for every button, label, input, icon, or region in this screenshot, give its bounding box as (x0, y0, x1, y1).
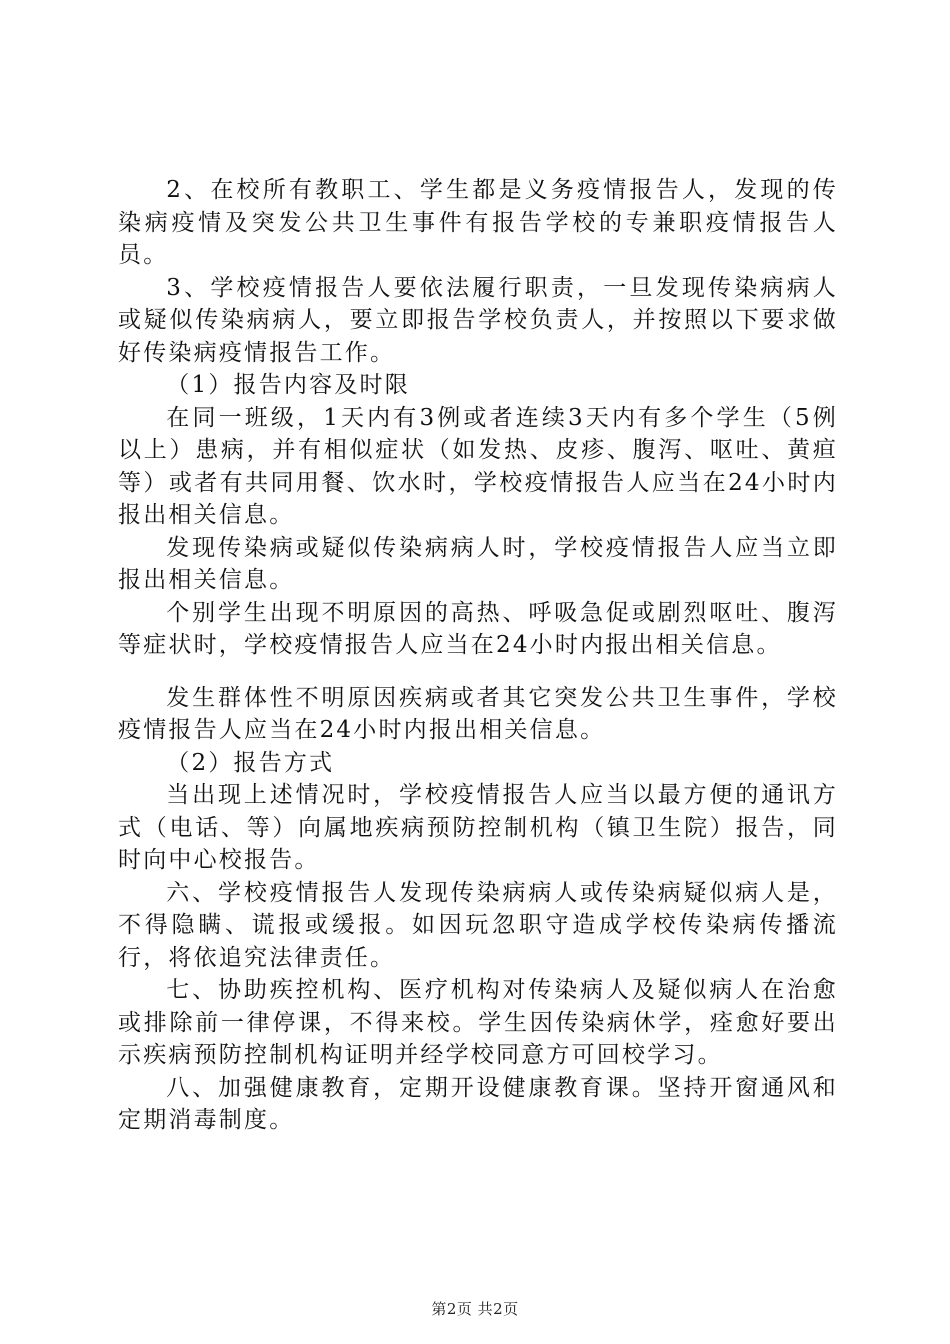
page-number-footer: 第2页 共2页 (431, 1300, 519, 1318)
paragraph-item-2: 2、在校所有教职工、学生都是义务疫情报告人，发现的传染病疫情及突发公共卫生事件有报告学校的专兼职疫情报告人员。 (118, 177, 838, 268)
paragraph-item-eight: 八、加强健康教育，定期开设健康教育课。坚持开窗通风和定期消毒制度。 (118, 1074, 838, 1133)
paragraph-report-method: 当出现上述情况时，学校疫情报告人应当以最方便的通讯方式（电话、等）向属地疾病预防控制机构（镇卫生院）报告，同时向中心校报告。 (118, 782, 838, 873)
document-body (118, 174, 838, 1137)
subheading-report-content: （1）报告内容及时限 (166, 372, 410, 398)
paragraph-same-class: 在同一班级，1天内有3例或者连续3天内有多个学生（5例以上）患病，并有相似症状（如发热、皮疹、腹泻、呕吐、黄疸等）或者有共同用餐、饮水时，学校疫情报告人应当在24小时内报出相关信息。 (118, 404, 838, 528)
paragraph-item-3: 3、学校疫情报告人要依法履行职责，一旦发现传染病病人或疑似传染病病人，要立即报告学校负责人，并按照以下要求做好传染病疫情报告工作。 (118, 274, 838, 366)
subheading-report-method: （2）报告方式 (166, 749, 335, 776)
paragraph-item-seven: 七、协助疾控机构、医疗机构对传染病人及疑似病人在治愈或排除前一律停课，不得来校。学生因传染病休学，痊愈好要出示疾病预防控制机构证明并经学校同意方可回校学习。 (118, 977, 838, 1068)
paragraph-suspected-case: 发现传染病或疑似传染病病人时，学校疫情报告人应当立即报出相关信息。 (118, 534, 838, 593)
paragraph-item-six: 六、学校疫情报告人发现传染病病人或传染病疑似病人是，不得隐瞒、谎报或缓报。如因玩忽职守造成学校传染病传播流行，将依追究法律责任。 (118, 879, 838, 971)
paragraph-individual-student: 个别学生出现不明原因的高热、呼吸急促或剧烈呕吐、腹泻等症状时，学校疫情报告人应当在24小时内报出相关信息。 (118, 599, 838, 658)
paragraph-group-illness: 发生群体性不明原因疾病或者其它突发公共卫生事件，学校疫情报告人应当在24小时内报出相关信息。 (118, 684, 838, 743)
